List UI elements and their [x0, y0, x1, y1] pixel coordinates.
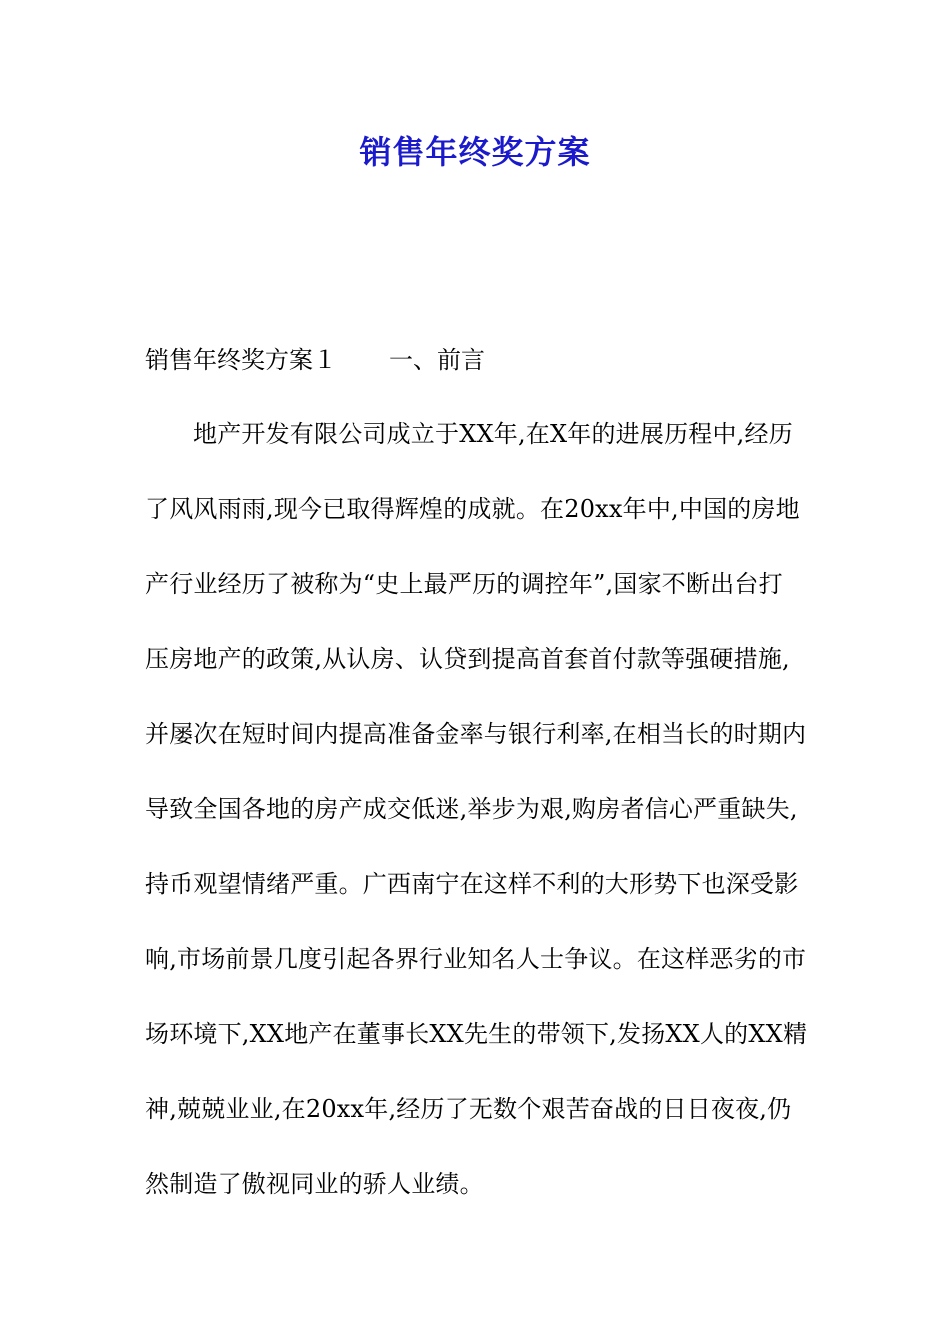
paragraph-line: 响,市场前景几度引起各界行业知名人士争议。在这样恶劣的市: [145, 945, 807, 973]
section-heading: [145, 340, 485, 380]
paragraph-line: 并屡次在短时间内提高准备金率与银行利率,在相当长的时期内: [145, 720, 807, 748]
paragraph-line: 产行业经历了被称为“史上最严历的调控年”,国家不断出台打: [145, 570, 783, 598]
paragraph-line: 了风风雨雨,现今已取得辉煌的成就。在20xx年中,中国的房地: [145, 495, 800, 523]
paragraph-line: 持币观望情绪严重。广西南宁在这样不利的大形势下也深受影: [145, 870, 799, 898]
paragraph-line: 导致全国各地的房产成交低迷,举步为艰,购房者信心严重缺失,: [145, 795, 798, 823]
paragraph-line: 地产开发有限公司成立于XX年,在X年的进展历程中,经历: [193, 420, 793, 448]
paragraph-line: 神,兢兢业业,在20xx年,经历了无数个艰苦奋战的日日夜夜,仍: [145, 1095, 792, 1123]
paragraph-line: 场环境下,XX地产在董事长XX先生的带领下,发扬XX人的XX精: [145, 1020, 808, 1048]
paragraph-line: 然制造了傲视同业的骄人业绩。: [145, 1170, 484, 1198]
paragraph-line: 压房地产的政策,从认房、认贷到提高首套首付款等强硬措施,: [145, 645, 790, 673]
section-heading-label: 一、前言: [389, 346, 485, 374]
intro-paragraph: [145, 412, 807, 1237]
document-title: 销售年终奖方案: [359, 133, 591, 171]
section-heading-prefix: 销售年终奖方案１: [145, 346, 337, 374]
